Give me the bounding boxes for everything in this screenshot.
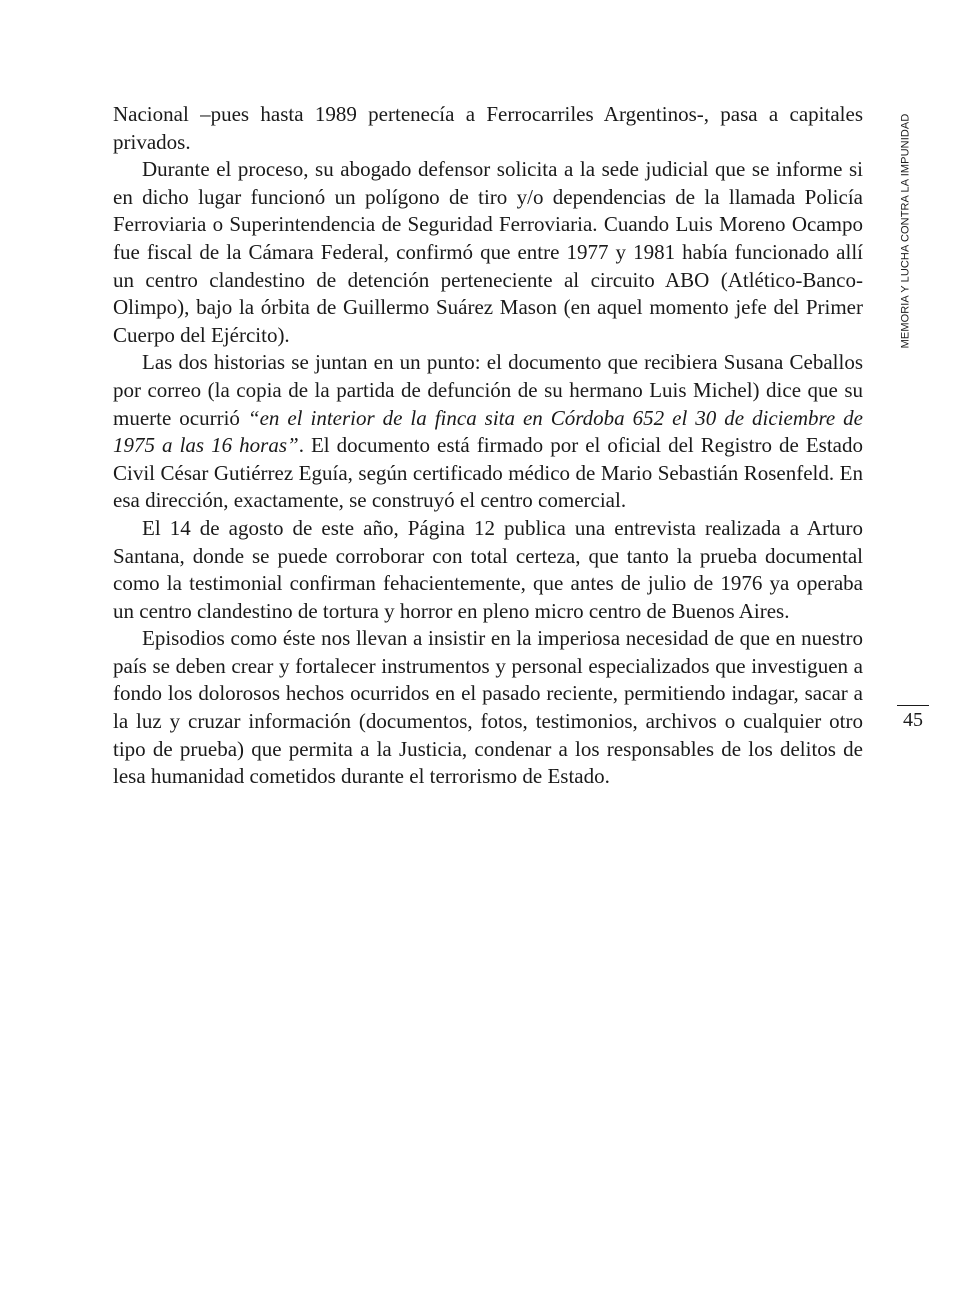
paragraph-text-after-quote: . El documento está firmado por el oficial del Registro de Estado Civil César Gutiérrez Eguía, según certificado médico de Mario Sebastián Rosenfeld. En esa dirección, exactamente, se construyó el centro comercial. bbox=[113, 433, 864, 513]
paragraph-proceso: Durante el proceso, su abogado defensor solicita a la sede judicial que se informe si en dicho lugar funcionó un polígono de tiro y/o dependencias de la llamada Policía Ferroviaria o Superintendencia de Seguridad Ferroviaria. Cuando Luis Moreno Ocampo fue fiscal de la Cámara Federal, confirmó que entre 1977 y 1981 había funcionado allí un centro clandestino de detención perteneciente al circuito ABO (Atlético-Banco-Olimpo), bajo la órbita de Guillermo Suárez Mason (en aquel momento jefe del Primer Cuerpo del Ejército). bbox=[113, 157, 863, 347]
paragraph-dos-historias bbox=[113, 349, 863, 515]
page-number: 45 bbox=[903, 709, 923, 731]
body-text bbox=[113, 101, 863, 791]
running-head-label: MEMORIA Y LUCHA CONTRA LA IMPUNIDAD bbox=[899, 113, 912, 349]
paragraph-episodios: Episodios como éste nos llevan a insistir en la imperiosa necesidad de que en nuestro país se deben crear y fortalecer instrumentos y personal especializados que investiguen a fondo los dolorosos hechos ocurridos en el pasado reciente, permitiendo indagar, sacar a la luz y cruzar información (documentos, fotos, testimonios, archivos o cualquier otro tipo de prueba) que permita a la Justicia, condenar a los responsables de los delitos de lesa humanidad cometidos durante el terrorismo de Estado. bbox=[113, 626, 863, 789]
paragraph-continuation: Nacional –pues hasta 1989 pertenecía a Ferrocarriles Argentinos-, pasa a capitales privados. bbox=[113, 102, 863, 154]
italic-quote: “en el interior de la finca sita en Córdoba 652 el 30 de diciembre de 1975 a las 16 horas” bbox=[113, 405, 863, 458]
page-number-rule bbox=[897, 705, 929, 706]
paragraph-text-before-quote: Las dos historias se juntan en un punto: el documento que recibiera Susana Ceballos por correo (la copia de la partida de defunción de su hermano Luis Michel) dice que su muerte ocurrió bbox=[113, 350, 863, 430]
running-head bbox=[893, 100, 917, 362]
paragraph-pagina-12: El 14 de agosto de este año, Página 12 publica una entrevista realizada a Arturo Santana, donde se puede corroborar con total certeza, que tanto la prueba documental como la testimonial confirman fehacientemente, que antes de julio de 1976 ya operaba un centro clandestino de tortura y horror en pleno micro centro de Buenos Aires. bbox=[113, 515, 863, 623]
